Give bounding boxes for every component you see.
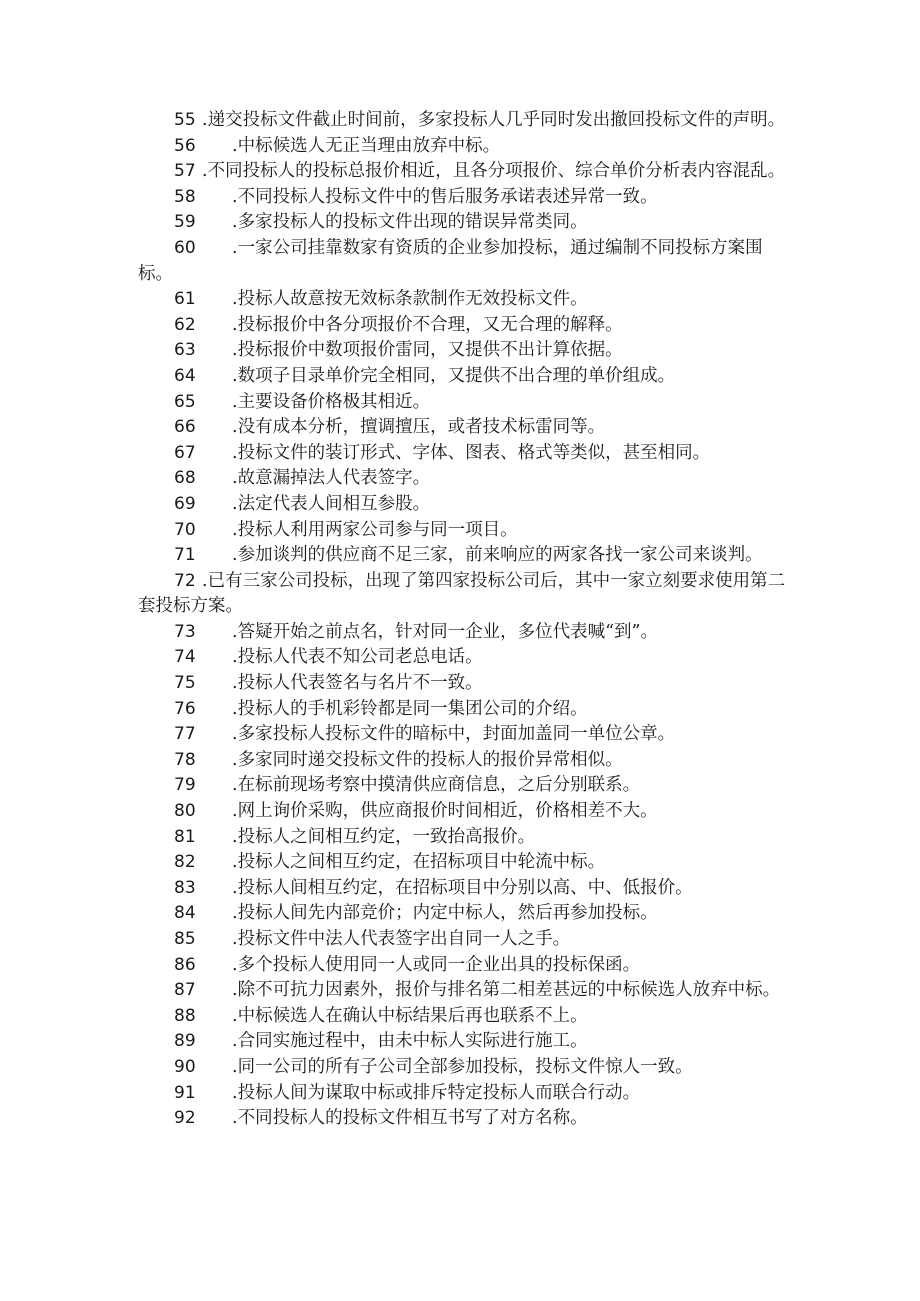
list-item xyxy=(138,850,793,876)
item-dot: . xyxy=(232,340,238,361)
item-number: 58 xyxy=(174,186,196,207)
item-number: 82 xyxy=(174,852,196,873)
item-dot: . xyxy=(232,980,238,1001)
item-text: 数项子目录单价完全相同，又提供不出合理的单价组成。 xyxy=(237,365,676,386)
list-item xyxy=(138,1004,793,1030)
item-number: 71 xyxy=(174,545,196,566)
item-text: 投标报价中数项报价雷同，又提供不出计算依据。 xyxy=(237,340,623,361)
item-number: 64 xyxy=(174,365,196,386)
item-text: 投标人故意按无效标条款制作无效投标文件。 xyxy=(237,289,588,310)
item-dot: . xyxy=(232,673,238,694)
item-text: 没有成本分析，擅调擅压，或者技术标雷同等。 xyxy=(237,417,606,438)
item-text: 投标人利用两家公司参与同一项目。 xyxy=(237,519,518,540)
list-item xyxy=(138,620,793,646)
item-number: 76 xyxy=(174,698,196,719)
item-number: 81 xyxy=(174,826,196,847)
item-text: 多家投标人的投标文件出现的错误异常类同。 xyxy=(237,212,588,233)
item-dot: . xyxy=(202,161,208,182)
list-item xyxy=(138,108,793,134)
item-dot: . xyxy=(232,237,238,258)
item-number: 65 xyxy=(174,391,196,412)
item-dot: . xyxy=(202,570,208,591)
list-item xyxy=(138,748,793,774)
list-item xyxy=(138,466,793,492)
item-number: 57 xyxy=(174,161,196,182)
list-item xyxy=(138,645,793,671)
item-text: 中标候选人在确认中标结果后再也联系不上。 xyxy=(237,1005,588,1026)
item-number: 63 xyxy=(174,340,196,361)
list-item xyxy=(138,671,793,697)
list-item xyxy=(138,1055,793,1081)
list-item xyxy=(138,159,793,185)
list-item xyxy=(138,313,793,339)
clause-list xyxy=(138,108,793,1132)
item-text: 答疑开始之前点名，针对同一企业，多位代表喊“到”。 xyxy=(237,621,658,642)
item-dot: . xyxy=(232,826,238,847)
item-dot: . xyxy=(232,775,238,796)
item-dot: . xyxy=(232,698,238,719)
list-item xyxy=(138,1081,793,1107)
item-dot: . xyxy=(232,1005,238,1026)
list-item xyxy=(138,518,793,544)
item-text: 故意漏掉法人代表签字。 xyxy=(237,468,431,489)
item-text: 不同投标人的投标总报价相近，且各分项报价、综合单价分析表内容混乱。 xyxy=(207,161,786,182)
item-text: 投标人间为谋取中标或排斥特定投标人而联合行动。 xyxy=(237,1082,641,1103)
item-dot: . xyxy=(232,954,238,975)
item-text: 除不可抗力因素外，报价与排名第二相差甚远的中标候选人放弃中标。 xyxy=(237,980,781,1001)
item-text: 参加谈判的供应商不足三家，前来响应的两家各找一家公司来谈判。 xyxy=(237,545,763,566)
item-number: 74 xyxy=(174,647,196,668)
list-item xyxy=(138,364,793,390)
item-dot: . xyxy=(232,135,238,156)
item-number: 56 xyxy=(174,135,196,156)
item-text: 多个投标人使用同一人或同一企业出具的投标保函。 xyxy=(237,954,641,975)
item-number: 84 xyxy=(174,903,196,924)
item-number: 78 xyxy=(174,749,196,770)
item-number: 66 xyxy=(174,417,196,438)
item-dot: . xyxy=(232,391,238,412)
list-item xyxy=(138,210,793,236)
list-item xyxy=(138,901,793,927)
item-text: 合同实施过程中，由未中标人实际进行施工。 xyxy=(237,1031,588,1052)
item-text: 投标人代表不知公司老总电话。 xyxy=(237,647,483,668)
item-text: 投标人之间相互约定，一致抬高报价。 xyxy=(237,826,536,847)
item-dot: . xyxy=(232,929,238,949)
item-text: 递交投标文件截止时间前，多家投标人几乎同时发出撤回投标文件的声明。 xyxy=(207,110,786,130)
item-text: 投标人间相互约定，在招标项目中分别以高、中、低报价。 xyxy=(237,877,693,898)
item-dot: . xyxy=(232,1082,238,1103)
item-text: 不同投标人投标文件中的售后服务承诺表述异常一致。 xyxy=(237,186,658,207)
item-number: 89 xyxy=(174,1031,196,1052)
item-dot: . xyxy=(232,289,238,310)
item-dot: . xyxy=(232,314,238,335)
item-number: 90 xyxy=(174,1056,196,1077)
list-item xyxy=(138,876,793,902)
item-dot: . xyxy=(232,724,238,745)
item-dot: . xyxy=(232,545,238,566)
item-text: 投标人之间相互约定，在招标项目中轮流中标。 xyxy=(237,852,606,873)
item-dot: . xyxy=(232,749,238,770)
item-text: 一家公司挂靠数家有资质的企业参加投标，通过编制不同投标方案围标。 xyxy=(138,237,763,284)
item-number: 85 xyxy=(174,929,196,949)
item-dot: . xyxy=(232,647,238,668)
item-text: 同一公司的所有子公司全部参加投标，投标文件惊人一致。 xyxy=(237,1056,693,1077)
list-item xyxy=(138,492,793,518)
list-item xyxy=(138,953,793,979)
item-number: 92 xyxy=(174,1108,196,1129)
item-number: 72 xyxy=(174,570,196,591)
list-item xyxy=(138,978,793,1004)
list-item xyxy=(138,697,793,723)
list-item xyxy=(138,134,793,160)
list-item xyxy=(138,1106,793,1132)
item-number: 67 xyxy=(174,442,196,463)
list-item xyxy=(138,543,793,569)
item-number: 86 xyxy=(174,954,196,975)
list-item xyxy=(138,1029,793,1055)
item-dot: . xyxy=(232,1056,238,1077)
item-number: 88 xyxy=(174,1005,196,1026)
item-text: 中标候选人无正当理由放弃中标。 xyxy=(237,135,501,156)
item-text: 投标报价中各分项报价不合理，又无合理的解释。 xyxy=(237,314,623,335)
item-dot: . xyxy=(232,468,238,489)
item-number: 60 xyxy=(174,237,196,258)
list-item xyxy=(138,287,793,313)
item-text: 已有三家公司投标，出现了第四家投标公司后，其中一家立刻要求使用第二套投标方案。 xyxy=(138,570,786,617)
item-dot: . xyxy=(232,365,238,386)
item-number: 80 xyxy=(174,801,196,822)
list-item xyxy=(138,415,793,441)
item-number: 62 xyxy=(174,314,196,335)
item-text: 多家同时递交投标文件的投标人的报价异常相似。 xyxy=(237,749,623,770)
item-dot: . xyxy=(232,493,238,514)
item-dot: . xyxy=(202,110,208,130)
item-number: 70 xyxy=(174,519,196,540)
item-text: 投标人的手机彩铃都是同一集团公司的介绍。 xyxy=(237,698,588,719)
list-item xyxy=(138,236,793,287)
item-text: 投标人代表签名与名片不一致。 xyxy=(237,673,483,694)
list-item xyxy=(138,927,793,953)
item-text: 网上询价采购，供应商报价时间相近，价格相差不大。 xyxy=(237,801,658,822)
item-text: 不同投标人的投标文件相互书写了对方名称。 xyxy=(237,1108,588,1129)
item-text: 投标文件中法人代表签字出自同一人之手。 xyxy=(237,929,571,949)
item-dot: . xyxy=(232,852,238,873)
item-dot: . xyxy=(232,186,238,207)
item-dot: . xyxy=(232,877,238,898)
item-number: 77 xyxy=(174,724,196,745)
item-dot: . xyxy=(232,621,238,642)
item-number: 75 xyxy=(174,673,196,694)
item-dot: . xyxy=(232,212,238,233)
item-number: 55 xyxy=(174,110,196,130)
item-text: 投标人间先内部竞价；内定中标人，然后再参加投标。 xyxy=(237,903,658,924)
item-number: 61 xyxy=(174,289,196,310)
list-item xyxy=(138,338,793,364)
list-item xyxy=(138,773,793,799)
item-dot: . xyxy=(232,903,238,924)
item-dot: . xyxy=(232,1108,238,1129)
list-item xyxy=(138,825,793,851)
item-text: 法定代表人间相互参股。 xyxy=(237,493,431,514)
item-number: 91 xyxy=(174,1082,196,1103)
item-text: 投标文件的装订形式、字体、图表、格式等类似，甚至相同。 xyxy=(237,442,711,463)
item-dot: . xyxy=(232,442,238,463)
list-item xyxy=(138,390,793,416)
list-item xyxy=(138,441,793,467)
item-text: 多家投标人投标文件的暗标中，封面加盖同一单位公章。 xyxy=(237,724,676,745)
item-text: 主要设备价格极其相近。 xyxy=(237,391,431,412)
item-dot: . xyxy=(232,417,238,438)
item-text: 在标前现场考察中摸清供应商信息，之后分别联系。 xyxy=(237,775,641,796)
list-item xyxy=(138,185,793,211)
item-dot: . xyxy=(232,1031,238,1052)
list-item xyxy=(138,799,793,825)
item-dot: . xyxy=(232,519,238,540)
item-number: 87 xyxy=(174,980,196,1001)
list-item xyxy=(138,722,793,748)
item-number: 79 xyxy=(174,775,196,796)
item-number: 59 xyxy=(174,212,196,233)
item-number: 69 xyxy=(174,493,196,514)
item-dot: . xyxy=(232,801,238,822)
item-number: 83 xyxy=(174,877,196,898)
item-number: 68 xyxy=(174,468,196,489)
item-number: 73 xyxy=(174,621,196,642)
list-item xyxy=(138,569,793,620)
